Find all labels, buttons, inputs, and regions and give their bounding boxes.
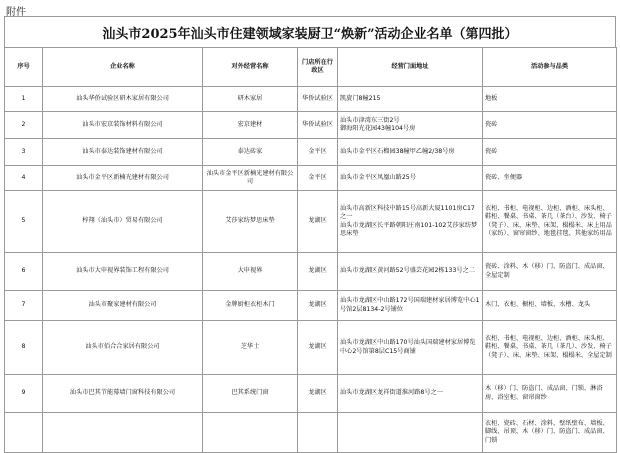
cell-company: 汕头市佰合合家居有限公司 [43, 321, 203, 375]
cell-no: 3 [5, 139, 43, 166]
cell-trade-name: 艾莎家纺梦思床垫 [203, 191, 298, 253]
cell-address: 汕头市津湾东三街2号 御海阳光花园43幢104号房 [338, 112, 483, 139]
column-header-categories: 活动参与品类 [483, 48, 617, 87]
cell-address: 汕头市高新区科技中路15号高新大厦1101房C17之一 汕头市龙湖区长平路朝阳庄南101-102艾莎家纺梦思床垫 [338, 191, 483, 253]
cell-address: 汕头市金平区石榴园38幢甲乙幢2/38号房 [338, 139, 483, 166]
cell-categories: 木（移）门、防盗门、成品窗、门锁、淋浴房、浴室柜、窗帘窗纱 [483, 375, 617, 413]
column-header-trade-name: 对外经营名称 [203, 48, 298, 87]
cell-district: 龙湖区 [298, 253, 338, 291]
cell-trade-name: 金牌厨柜衣柜木门 [203, 291, 298, 321]
cell-trade-name [203, 413, 298, 453]
cell-address: 汕头市龙湖区中山路172号国瑞建材家居博览中心1号馆2层8134-2号铺位 [338, 291, 483, 321]
cell-no: 7 [5, 291, 43, 321]
cell-district: 龙湖区 [298, 321, 338, 375]
cell-no: 4 [5, 166, 43, 191]
cell-district: 华侨试验区 [298, 112, 338, 139]
table-row [5, 139, 617, 166]
cell-categories: 衣柜、瓷砖、石材、涂料、壁纸壁布、墙板、脚线、吊顶、木（移）门、防盗门、成品窗、门锁 [483, 413, 617, 453]
cell-trade-name: 研木家居 [203, 87, 298, 112]
table-row [5, 112, 617, 139]
cell-address: 凯旋门8幢215 [338, 87, 483, 112]
column-header-no: 序号 [5, 48, 43, 87]
column-header-district: 门店所在行政区 [298, 48, 338, 87]
table-body [5, 87, 617, 453]
cell-trade-name: 巴其系统门窗 [203, 375, 298, 413]
cell-trade-name: 芝华士 [203, 321, 298, 375]
cell-address: 汕头市龙湖区龙祥街道淮河路8号之一 [338, 375, 483, 413]
cell-no: 6 [5, 253, 43, 291]
document-title: 汕头市2025年汕头市住建领域家装厨卫“焕新”活动企业名单（第四批） [4, 16, 616, 47]
cell-company: 汕头市金平区新楠光建材有限公司 [43, 166, 203, 191]
cell-district: 金平区 [298, 139, 338, 166]
cell-no: 1 [5, 87, 43, 112]
cell-address: 汕头市金平区凤凰山路25号 [338, 166, 483, 191]
table-row [5, 87, 617, 112]
cell-no: 9 [5, 375, 43, 413]
table-header-row [5, 48, 617, 87]
cell-categories: 地板 [483, 87, 617, 112]
cell-no: 2 [5, 112, 43, 139]
cell-categories: 衣柜、书柜、电视柜、边柜、酒柜、床头柜、鞋柜、餐桌、书桌、茶几（茶几）、沙发、椅子（凳子）、床、床垫、床架、榻榻米、全屋定制 [483, 321, 617, 375]
cell-company: 汕头市大申视界装饰工程有限公司 [43, 253, 203, 291]
cell-address: 汕头市龙湖区黄河路52号盛芸花园2栋133号之二 [338, 253, 483, 291]
cell-categories: 木门、衣柜、橱柜、墙板、水槽、龙头 [483, 291, 617, 321]
table-row [5, 321, 617, 375]
cell-district: 龙湖区 [298, 291, 338, 321]
cell-district: 金平区 [298, 166, 338, 191]
cell-district: 龙湖区 [298, 191, 338, 253]
table-row [5, 375, 617, 413]
cell-trade-name: 大申视界 [203, 253, 298, 291]
cell-district: 龙湖区 [298, 375, 338, 413]
appendix-label: 附件 [6, 7, 26, 18]
cell-trade-name: 宏京建材 [203, 112, 298, 139]
cell-categories: 瓷砖、坐便器 [483, 166, 617, 191]
cell-address [338, 413, 483, 453]
enterprise-table [4, 47, 617, 453]
cell-trade-name: 汕头市金平区新楠光建材有限公司 [203, 166, 298, 191]
cell-district: 华侨试验区 [298, 87, 338, 112]
table-row [5, 413, 617, 453]
cell-company: 汕头市聚家建材有限公司 [43, 291, 203, 321]
cell-company: 汕头市泰达装饰建材有限公司 [43, 139, 203, 166]
cell-company: 汕头市宏京装饰材料有限公司 [43, 112, 203, 139]
cell-categories: 瓷砖 [483, 139, 617, 166]
cell-company: 梓翔（汕头市）贸易有限公司 [43, 191, 203, 253]
document-sheet [4, 16, 616, 444]
cell-address: 汕头市龙湖区中山路170号汕头国瑞建材家居博览中心2号馆第8层C15号商铺 [338, 321, 483, 375]
cell-no [5, 413, 43, 453]
cell-company: 汕头市巴其节能幕墙门窗科技有限公司 [43, 375, 203, 413]
cell-trade-name: 泰达砖家 [203, 139, 298, 166]
cell-no: 5 [5, 191, 43, 253]
cell-company [43, 413, 203, 453]
cell-categories: 衣柜、书柜、电视柜、边柜、酒柜、床头柜、鞋柜、餐桌、书桌、茶几（茶台）、沙发、椅子（凳子）、床、床垫、床架、榻榻米、床上用品（家纺）、窗帘窗纱、地毯挂毯、其他家纺用品 [483, 191, 617, 253]
table-row [5, 291, 617, 321]
cell-categories: 瓷砖 [483, 112, 617, 139]
cell-no: 8 [5, 321, 43, 375]
cell-district [298, 413, 338, 453]
cell-company: 汕头华侨试验区研木家居有限公司 [43, 87, 203, 112]
table-row [5, 191, 617, 253]
table-row [5, 253, 617, 291]
cell-categories: 瓷砖、涂料、木（移）门、防盗门、成品窗、全屋定制 [483, 253, 617, 291]
table-row [5, 166, 617, 191]
column-header-company: 企业名称 [43, 48, 203, 87]
column-header-address: 经营门面地址 [338, 48, 483, 87]
